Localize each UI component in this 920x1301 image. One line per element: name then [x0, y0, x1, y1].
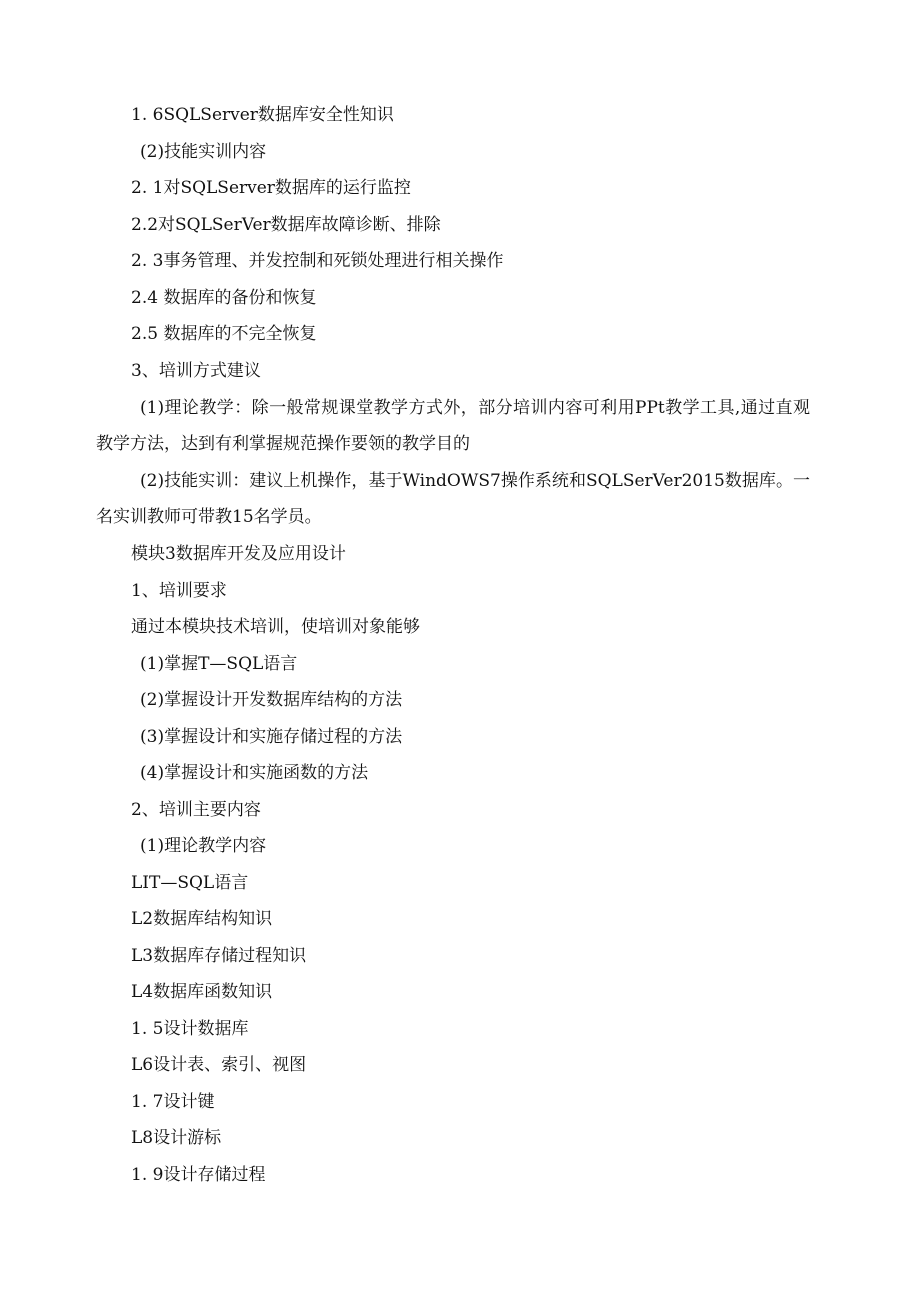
text-line: 通过本模块技术培训，使培训对象能够	[131, 617, 420, 637]
list-item: L8设计游标	[131, 1128, 222, 1148]
text-line: 2.2对SQLSerVer数据库故障诊断、排除	[131, 215, 441, 235]
list-item: L6设计表、索引、视图	[131, 1055, 307, 1075]
list-item: L3数据库存储过程知识	[131, 946, 307, 966]
list-item: (1)掌握T—SQL语言	[140, 654, 298, 674]
section-heading: 2、培训主要内容	[131, 800, 261, 820]
text-line: 1. 6SQLServer数据库安全性知识	[131, 105, 394, 125]
text-line: 2. 3事务管理、并发控制和死锁处理进行相关操作	[131, 251, 504, 271]
list-item: LIT—SQL语言	[131, 873, 249, 893]
list-item: 1. 9设计存储过程	[131, 1165, 266, 1185]
list-item: 1. 5设计数据库	[131, 1019, 249, 1039]
list-item: 1. 7设计键	[131, 1092, 215, 1112]
list-item: (4)掌握设计和实施函数的方法	[140, 763, 369, 783]
list-item: L2数据库结构知识	[131, 909, 273, 929]
text-line: (1)理论教学内容	[140, 836, 267, 856]
list-item: (2)掌握设计开发数据库结构的方法	[140, 690, 403, 710]
paragraph-theory: (1)理论教学：除一般常规课堂教学方式外，部分培训内容可利用PPt教学工具,通过直观教学方法，达到有利掌握规范操作要领的教学目的	[96, 398, 810, 454]
module-heading: 模块3数据库开发及应用设计	[131, 544, 346, 564]
list-item: (3)掌握设计和实施存储过程的方法	[140, 727, 403, 747]
paragraph-practice: (2)技能实训：建议上机操作，基于WindOWS7操作系统和SQLSerVer2015数据库。一名实训教师可带教15名学员。	[96, 471, 810, 527]
list-item: L4数据库函数知识	[131, 982, 273, 1002]
text-line: (2)技能实训内容	[140, 142, 267, 162]
section-heading: 1、培训要求	[131, 581, 227, 601]
text-line: 2.4 数据库的备份和恢复	[131, 288, 317, 308]
section-heading: 3、培训方式建议	[131, 361, 261, 381]
text-line: 2. 1对SQLServer数据库的运行监控	[131, 178, 411, 198]
text-line: 2.5 数据库的不完全恢复	[131, 324, 317, 344]
